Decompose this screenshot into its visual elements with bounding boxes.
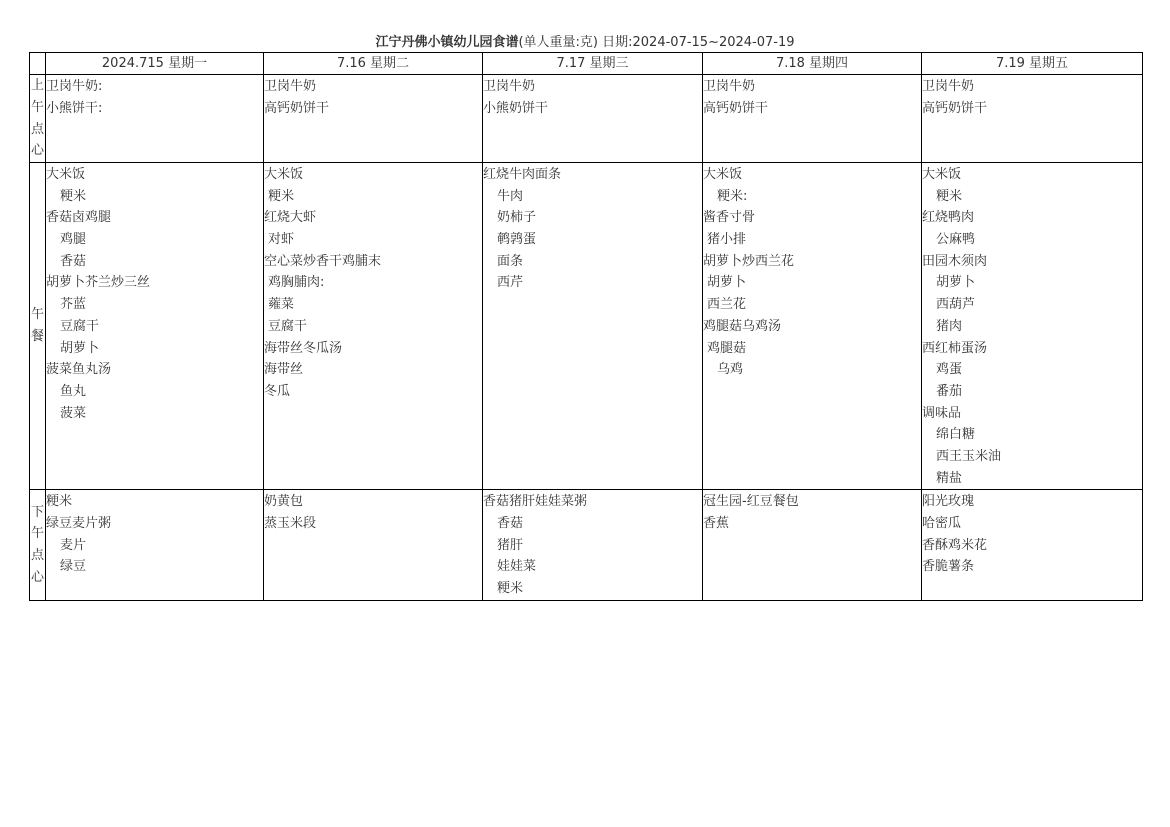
day-header: 7.18 星期四	[703, 53, 922, 75]
menu-item-list	[46, 163, 263, 424]
ingredient-name: 粳米:	[717, 188, 748, 204]
ingredient-name: 精盐	[936, 470, 963, 486]
menu-cell	[483, 490, 703, 600]
menu-item-list	[703, 75, 921, 119]
menu-cell	[264, 490, 483, 600]
ingredient-name: 蕹菜	[268, 297, 295, 313]
dish-name: 空心菜炒香干鸡脯末	[264, 253, 382, 269]
ingredient-name: 奶柿子	[497, 210, 537, 226]
dish-name: 奶黄包	[264, 494, 304, 510]
ingredient-name: 西兰花	[707, 297, 747, 313]
dish-name: 卫岗牛奶	[264, 79, 317, 94]
ingredient-name: 粳米	[60, 188, 87, 204]
day-header: 2024.715 星期一	[46, 53, 264, 75]
menu-item-list	[703, 490, 921, 534]
dish-name: 粳米	[46, 494, 73, 510]
ingredient-name: 绿豆	[60, 559, 87, 575]
dish-name: 高钙奶饼干	[922, 100, 988, 116]
meal-label-char: 餐	[30, 329, 44, 345]
ingredient-name: 粳米	[936, 188, 963, 204]
menu-item-list	[922, 75, 1142, 119]
meal-label	[30, 490, 46, 600]
menu-cell	[703, 490, 922, 600]
menu-item-list	[264, 75, 482, 119]
dish-name: 红烧牛肉面条	[483, 167, 562, 182]
ingredient-name: 牛肉	[497, 188, 524, 204]
ingredient-name: 粳米	[497, 581, 524, 597]
page-title	[0, 34, 1170, 52]
menu-cell	[922, 490, 1143, 600]
menu-item-list	[46, 75, 263, 119]
meal-label-char: 午	[30, 307, 44, 323]
menu-item-list	[922, 163, 1142, 489]
dish-name: 小熊饼干:	[46, 100, 103, 116]
day-header: 7.19 星期五	[922, 53, 1143, 75]
ingredient-name: 胡萝卜	[60, 340, 100, 356]
meal-row-afternoon-snack	[30, 490, 1143, 600]
ingredient-name: 西王玉米油	[936, 448, 1002, 464]
dish-name: 胡萝卜芥兰炒三丝	[46, 275, 151, 291]
dish-name: 卫岗牛奶:	[46, 79, 103, 94]
menu-table	[29, 52, 1143, 601]
meal-label	[30, 75, 46, 163]
meal-label-char: 心	[30, 143, 44, 159]
meal-label-char: 上	[30, 78, 44, 94]
dish-name: 海带丝	[264, 362, 304, 378]
ingredient-name: 香菇	[497, 516, 524, 531]
dish-name: 酱香寸骨	[703, 210, 756, 226]
dish-name: 香脆薯条	[922, 559, 975, 575]
menu-cell	[46, 163, 264, 490]
ingredient-name: 对虾	[268, 232, 295, 248]
dish-name: 绿豆麦片粥	[46, 516, 112, 531]
menu-item-list	[46, 490, 263, 578]
ingredient-name: 鸡胸脯肉:	[268, 275, 325, 291]
menu-item-list	[703, 163, 921, 381]
dish-name: 蒸玉米段	[264, 516, 317, 531]
title-sub: (单人重量:克) 日期:2024-07-15~2024-07-19	[518, 35, 795, 50]
dish-name: 卫岗牛奶	[483, 79, 536, 94]
meal-label-char: 心	[30, 569, 44, 585]
meal-label-char: 午	[30, 99, 44, 115]
ingredient-name: 猪小排	[707, 232, 747, 248]
dish-name: 胡萝卜炒西兰花	[703, 253, 795, 269]
ingredient-name: 乌鸡	[717, 362, 744, 378]
dish-name: 调味品	[922, 405, 962, 421]
dish-name: 哈密瓜	[922, 516, 962, 531]
dish-name: 小熊奶饼干	[483, 100, 549, 116]
menu-item-list	[483, 75, 702, 119]
menu-item-list	[264, 490, 482, 534]
day-header: 7.17 星期三	[483, 53, 703, 75]
ingredient-name: 鸡腿菇	[707, 340, 747, 356]
dish-name: 菠菜鱼丸汤	[46, 362, 112, 378]
meal-row-lunch	[30, 163, 1143, 490]
meal-label-char: 点	[30, 121, 44, 137]
meal-label-char: 下	[30, 504, 44, 520]
dish-name: 阳光玫瑰	[922, 494, 975, 510]
menu-cell	[46, 490, 264, 600]
ingredient-name: 鸡蛋	[936, 362, 963, 378]
dish-name: 冠生园-红豆餐包	[703, 494, 799, 510]
menu-cell	[46, 75, 264, 163]
corner-cell	[30, 53, 46, 75]
dish-name: 大米饭	[922, 167, 962, 182]
dish-name: 鸡腿菇乌鸡汤	[703, 318, 782, 334]
menu-cell	[264, 75, 483, 163]
ingredient-name: 粳米	[268, 188, 295, 204]
ingredient-name: 绵白糖	[936, 427, 976, 443]
menu-item-list	[264, 163, 482, 403]
ingredient-name: 香菇	[60, 253, 87, 269]
menu-item-list	[922, 490, 1142, 578]
ingredient-name: 胡萝卜	[707, 275, 747, 291]
header-row	[30, 53, 1143, 75]
dish-name: 红烧大虾	[264, 210, 317, 226]
menu-cell	[483, 75, 703, 163]
dish-name: 冬瓜	[264, 383, 291, 399]
dish-name: 卫岗牛奶	[922, 79, 975, 94]
ingredient-name: 芥蓝	[60, 297, 87, 313]
meal-label-char: 点	[30, 548, 44, 564]
menu-cell	[922, 75, 1143, 163]
ingredient-name: 鸡腿	[60, 232, 87, 248]
meal-row-morning-snack	[30, 75, 1143, 163]
meal-label	[30, 163, 46, 490]
menu-cell	[922, 163, 1143, 490]
ingredient-name: 面条	[497, 253, 524, 269]
dish-name: 西红柿蛋汤	[922, 340, 988, 356]
ingredient-name: 西葫芦	[936, 297, 976, 313]
ingredient-name: 番茄	[936, 383, 963, 399]
ingredient-name: 鹌鹑蛋	[497, 232, 537, 248]
dish-name: 田园木须肉	[922, 253, 988, 269]
dish-name: 大米饭	[703, 167, 743, 182]
dish-name: 高钙奶饼干	[264, 100, 330, 116]
dish-name: 香酥鸡米花	[922, 537, 988, 553]
dish-name: 卫岗牛奶	[703, 79, 756, 94]
title-main: 江宁丹佛小镇幼儿园食谱	[375, 35, 519, 50]
menu-cell	[703, 75, 922, 163]
menu-item-list	[483, 163, 702, 294]
ingredient-name: 菠菜	[60, 405, 87, 421]
dish-name: 高钙奶饼干	[703, 100, 769, 116]
dish-name: 大米饭	[46, 167, 86, 182]
dish-name: 香菇卤鸡腿	[46, 210, 112, 226]
ingredient-name: 麦片	[60, 537, 87, 553]
meal-label-char: 午	[30, 526, 44, 542]
dish-name: 红烧鸭肉	[922, 210, 975, 226]
ingredient-name: 猪肝	[497, 537, 524, 553]
menu-cell	[264, 163, 483, 490]
day-header: 7.16 星期二	[264, 53, 483, 75]
ingredient-name: 娃娃菜	[497, 559, 537, 575]
ingredient-name: 豆腐干	[60, 318, 100, 334]
ingredient-name: 鱼丸	[60, 383, 87, 399]
menu-cell	[483, 163, 703, 490]
dish-name: 海带丝冬瓜汤	[264, 340, 343, 356]
menu-cell	[703, 163, 922, 490]
ingredient-name: 豆腐干	[268, 318, 308, 334]
dish-name: 香菇猪肝娃娃菜粥	[483, 494, 588, 510]
ingredient-name: 胡萝卜	[936, 275, 976, 291]
ingredient-name: 公麻鸭	[936, 232, 976, 248]
menu-item-list	[483, 490, 702, 599]
ingredient-name: 猪肉	[936, 318, 963, 334]
dish-name: 大米饭	[264, 167, 304, 182]
dish-name: 香蕉	[703, 516, 730, 531]
ingredient-name: 西芹	[497, 275, 524, 291]
